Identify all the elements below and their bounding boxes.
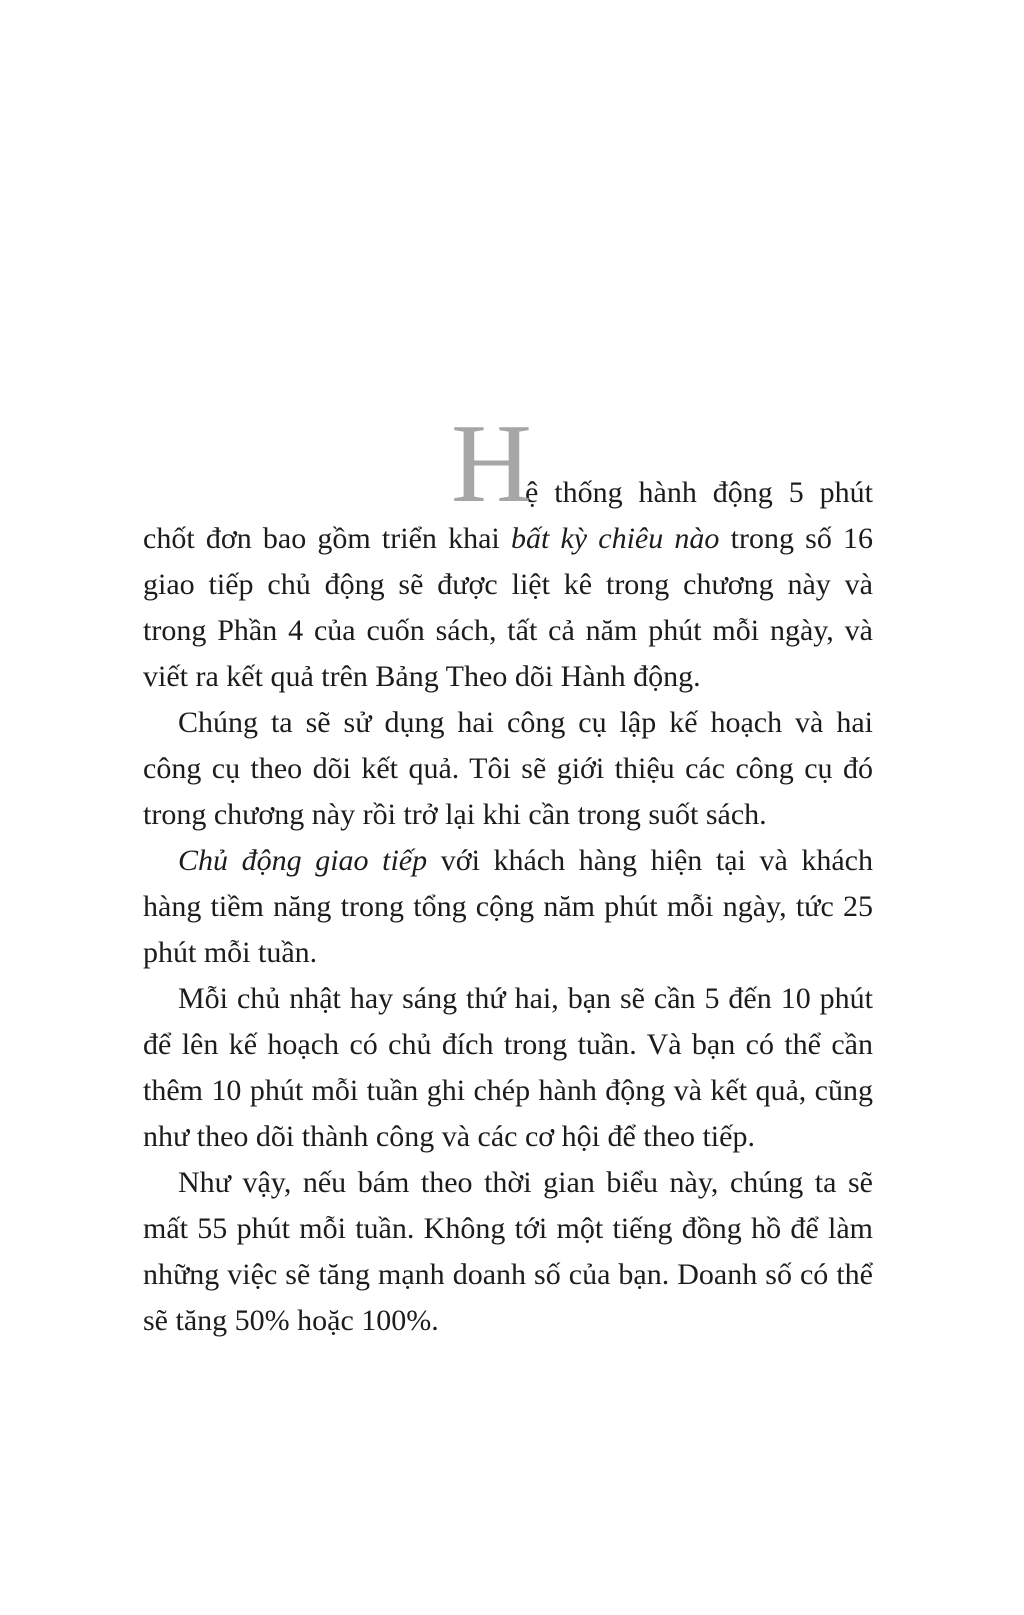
paragraph-2-text: Chúng ta sẽ sử dụng hai công cụ lập kế hoạch và hai công cụ theo dõi kết quả. Tôi sẽ giới thiệu các công cụ đó trong chương này rồi trở lại khi cần trong suốt sách. (143, 706, 873, 831)
paragraph-5-text: Như vậy, nếu bám theo thời gian biểu này, chúng ta sẽ mất 55 phút mỗi tuần. Không tới một tiếng đồng hồ để làm những việc sẽ tăng mạnh doanh số của bạn. Doanh số có thể sẽ tăng 50% hoặc 100%. (143, 1166, 873, 1337)
paragraph-4 (143, 976, 873, 1160)
paragraph-4-text: Mỗi chủ nhật hay sáng thứ hai, bạn sẽ cần 5 đến 10 phút để lên kế hoạch có chủ đích trong tuần. Và bạn có thể cần thêm 10 phút mỗi tuần ghi chép hành động và kết quả, cũng như theo dõi thành công và các cơ hội để theo tiếp. (143, 982, 873, 1153)
paragraph-2 (143, 700, 873, 838)
paragraph-1-text-lead: ệ thống hành động 5 phút chốt đơn bao gồm triển khai (143, 476, 873, 555)
drop-cap-letter: H (451, 402, 532, 526)
paragraph-1-italic-phrase: bất kỳ chiêu nào (510, 522, 720, 555)
paragraph-5 (143, 1160, 873, 1344)
paragraph-1-text-rest: trong số 16 giao tiếp chủ động sẽ được liệt kê trong chương này và trong Phần 4 của cuốn sách, tất cả năm phút mỗi ngày, và viết ra kết quả trên Bảng Theo dõi Hành động. (143, 522, 874, 693)
body-text (143, 402, 874, 1344)
paragraph-3 (143, 838, 873, 976)
paragraph-opening (143, 402, 874, 700)
paragraph-3-text-rest: với khách hàng hiện tại và khách hàng tiềm năng trong tổng cộng năm phút mỗi ngày, tức 25 phút mỗi tuần. (143, 844, 873, 969)
paragraph-3-italic-phrase: Chủ động giao tiếp (178, 844, 428, 877)
